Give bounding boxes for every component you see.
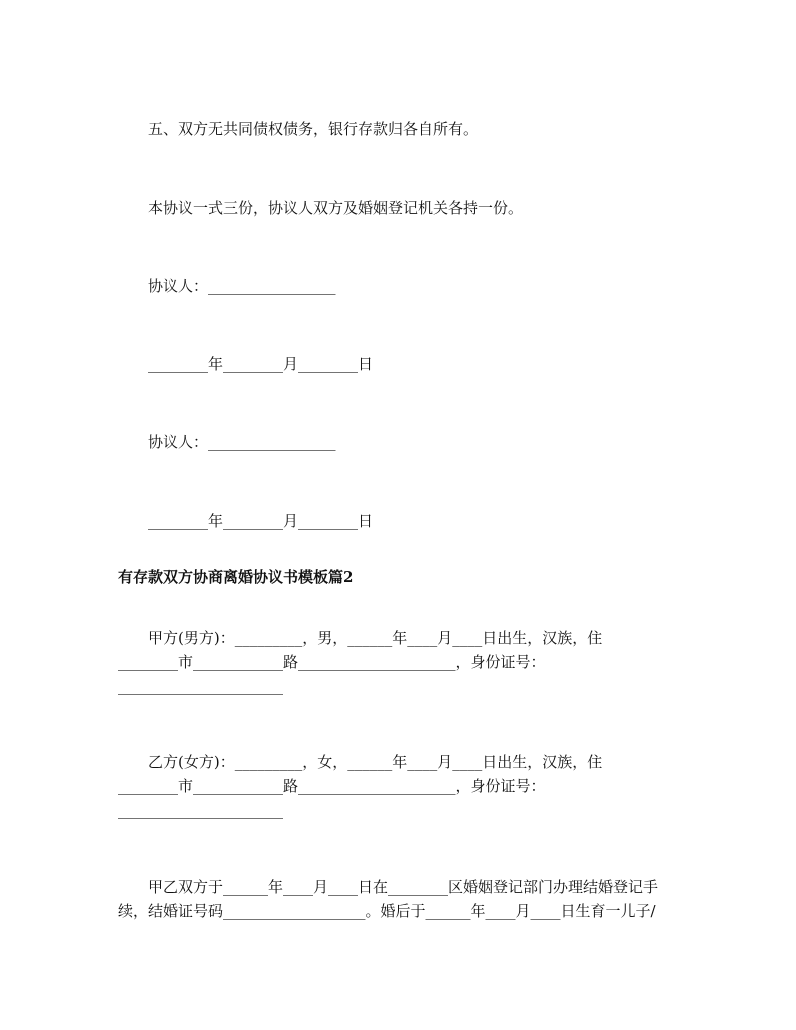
section-heading: 有存款双方协商离婚协议书模板篇2	[118, 568, 354, 586]
paragraph-copies: 本协议一式三份，协议人双方及婚姻登记机关各持一份。	[148, 199, 524, 217]
party-a-line-1: 甲方(男方)：_________，男，______年____月____日出生，汉族，住	[148, 629, 603, 647]
party-b-line-3: ______________________	[118, 801, 283, 819]
date-line-2: ________年________月________日	[148, 512, 374, 530]
paragraph-item-five: 五、双方无共同债权债务，银行存款归各自所有。	[148, 120, 479, 138]
party-a-line-3: ______________________	[118, 677, 283, 695]
party-a-line-2: ________市____________路_____________________，身份证号：	[118, 653, 546, 671]
party-b-line-2: ________市____________路_____________________，身份证号：	[118, 777, 546, 795]
signer-line-1: 协议人：_________________	[148, 277, 336, 295]
party-b-line-1: 乙方(女方)：_________，女，______年____月____日出生，汉族，住	[148, 753, 603, 771]
marriage-paragraph-line-1: 甲乙双方于______年____月____日在________区婚姻登记部门办理结婚登记手	[148, 878, 659, 896]
signer-line-2: 协议人：_________________	[148, 433, 336, 451]
date-line-1: ________年________月________日	[148, 355, 374, 373]
marriage-paragraph-line-2: 续，结婚证号码___________________。婚后于______年____月____日生育一儿子/	[118, 902, 656, 920]
